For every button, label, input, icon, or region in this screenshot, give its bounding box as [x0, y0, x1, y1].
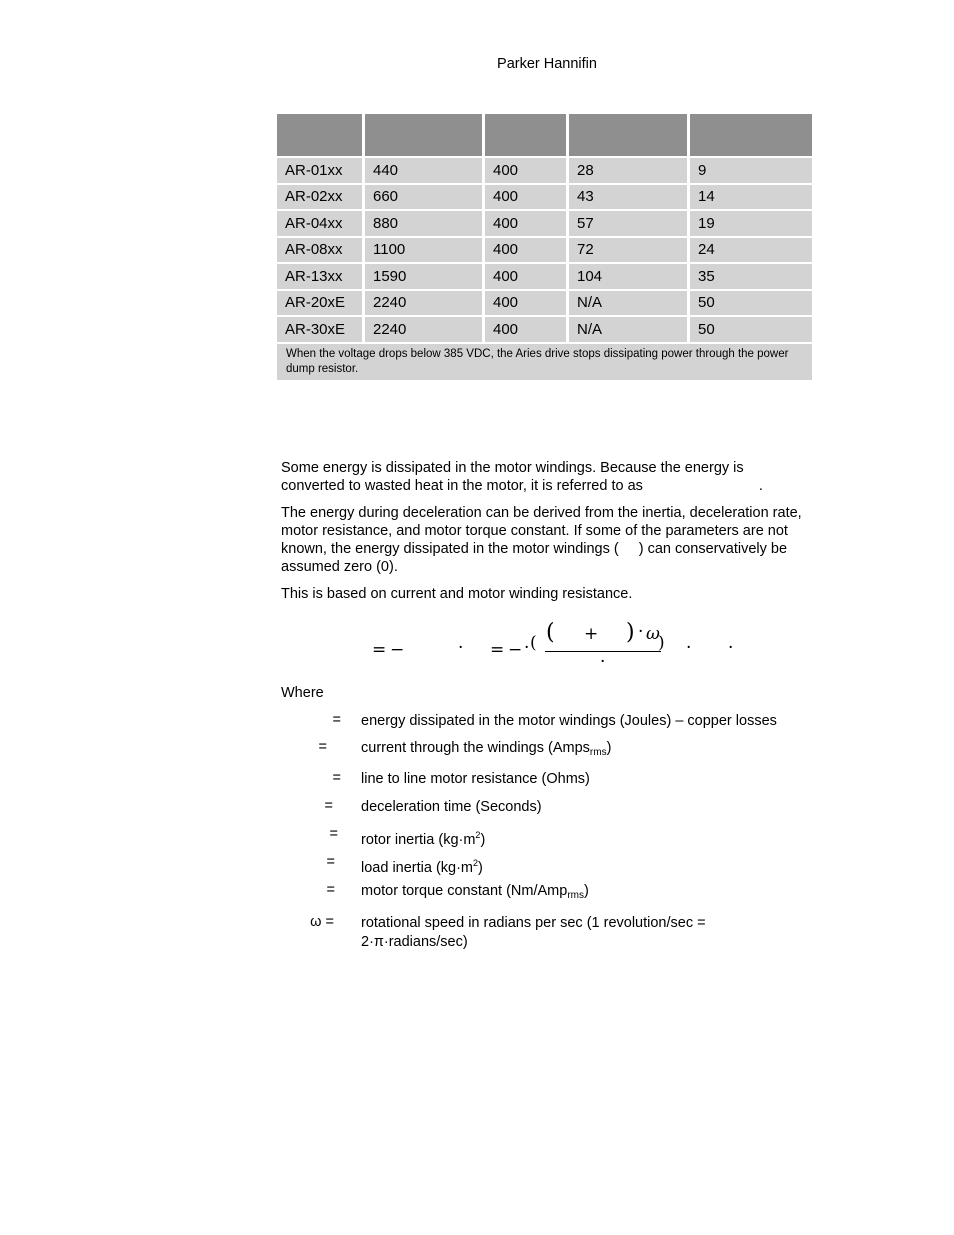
table-row [277, 317, 812, 344]
paragraph-text: converted to wasted heat in the motor, it is referred to as [281, 478, 643, 494]
plus-sign: + [584, 624, 599, 644]
definition-rotor-inertia [281, 826, 821, 846]
where-label: Where [281, 685, 324, 701]
table-cell: 400 [485, 317, 569, 344]
superscript: 2 [473, 858, 479, 868]
table-cell: 400 [485, 158, 569, 185]
table-cell: 660 [365, 185, 485, 212]
page-header [0, 56, 954, 72]
definition-sign: = [324, 798, 333, 814]
table-cell: 35 [690, 264, 812, 291]
table-row [277, 291, 812, 318]
definition-tail: ) [606, 740, 612, 756]
definition-energy [281, 712, 821, 732]
header-title: Parker Hannifin [497, 56, 597, 72]
dot-operator: · [728, 638, 734, 658]
dot-operator: · [638, 622, 644, 642]
table-cell: 2240 [365, 291, 485, 318]
table-cell: 1590 [365, 264, 485, 291]
paragraph-copper-losses [281, 459, 811, 495]
header-cell [365, 114, 485, 158]
table-row [277, 158, 812, 185]
table-header-row [277, 114, 812, 158]
paragraph-line [281, 477, 811, 495]
dot-operator: · [524, 638, 530, 658]
table-cell: 14 [690, 185, 812, 212]
left-paren: ( [546, 620, 555, 645]
paragraph-text: The energy during deceleration can be derived from the inertia, deceleration rate, motor resistance, and motor torque constant. If some of the parameters are not known, the energy dissipated in the motor windings ( [281, 505, 802, 557]
table-note: When the voltage drops below 385 VDC, the Aries drive stops dissipating power through the power dump resistor. [277, 344, 812, 380]
table-cell: 24 [690, 238, 812, 265]
definition-load-inertia [281, 854, 821, 874]
omega-symbol: ω [646, 624, 660, 644]
definition-text: rotational speed in radians per sec (1 revolution/sec = 2·π·radians/sec) [361, 915, 706, 950]
definition-text [361, 826, 811, 850]
header-cell [569, 114, 690, 158]
resistor-spec-table [277, 114, 812, 380]
dot-operator: · [600, 652, 606, 672]
table-cell: 400 [485, 264, 569, 291]
subscript: rms [567, 890, 584, 901]
table-cell: 400 [485, 291, 569, 318]
definition-rotational-speed [281, 914, 821, 954]
definition-tail: ) [478, 860, 483, 876]
definition-body: current through the windings (Amps [361, 740, 590, 756]
definition-sign: = [329, 826, 338, 842]
table-cell: 28 [569, 158, 690, 185]
model-cell: AR-13xx [277, 264, 365, 291]
definition-text: deceleration time (Seconds) [361, 799, 542, 815]
table-row [277, 185, 812, 212]
definition-sign: = [332, 712, 341, 728]
definition-current [281, 739, 821, 759]
table-cell: 400 [485, 211, 569, 238]
table-cell: 400 [485, 238, 569, 265]
definition-text [361, 854, 811, 878]
energy-equation [360, 616, 750, 686]
left-big-paren: ( [530, 633, 537, 653]
definition-sign: = [326, 854, 335, 870]
paragraph-deceleration [281, 504, 811, 576]
table-row [277, 211, 812, 238]
paragraph-basis: This is based on current and motor winding resistance. [281, 586, 633, 602]
equals-sign: = [372, 640, 387, 660]
definition-body: load inertia (kg·m [361, 860, 474, 876]
table-cell: N/A [569, 317, 690, 344]
table-row [277, 238, 812, 265]
equals-sign: = [490, 640, 505, 660]
table-cell: 19 [690, 211, 812, 238]
table-cell: 50 [690, 291, 812, 318]
definition-tail: ) [480, 832, 486, 848]
table-cell: 43 [569, 185, 690, 212]
table-cell: 440 [365, 158, 485, 185]
dot-operator: · [458, 638, 464, 658]
dot-operator: · [686, 638, 692, 658]
definition-sign: = [318, 739, 327, 755]
subscript: rms [589, 747, 607, 758]
header-cell [277, 114, 365, 158]
definition-resistance [281, 770, 821, 790]
definition-decel-time [281, 798, 821, 818]
table-cell: 50 [690, 317, 812, 344]
definition-body: rotor inertia (kg·m [361, 832, 476, 848]
definition-torque-constant [281, 882, 821, 902]
table-row [277, 264, 812, 291]
paragraph-line: Some energy is dissipated in the motor windings. Because the energy is [281, 460, 744, 476]
header-cell [485, 114, 569, 158]
definition-tail: ) [583, 883, 589, 899]
definition-sign: ω = [310, 914, 334, 930]
table-cell: 400 [485, 185, 569, 212]
definition-body: motor torque constant (Nm/Amp [361, 883, 568, 899]
definition-text [361, 739, 811, 762]
model-cell: AR-02xx [277, 185, 365, 212]
paragraph-text: . [758, 478, 763, 494]
model-cell: AR-30xE [277, 317, 365, 344]
table-cell: 72 [569, 238, 690, 265]
definition-text: energy dissipated in the motor windings (Joules) – copper losses [361, 713, 777, 729]
minus-sign: − [390, 640, 405, 660]
right-paren: ) [626, 620, 635, 645]
model-cell: AR-20xE [277, 291, 365, 318]
minus-sign: − [508, 640, 523, 660]
paragraph-text: ) can conservatively be assumed zero (0). [281, 541, 788, 575]
header-cell [690, 114, 812, 158]
table-cell: 2240 [365, 317, 485, 344]
model-cell: AR-01xx [277, 158, 365, 185]
model-cell: AR-08xx [277, 238, 365, 265]
definition-sign: = [332, 770, 341, 786]
table-cell: 880 [365, 211, 485, 238]
superscript: 2 [475, 830, 481, 840]
table-cell: 9 [690, 158, 812, 185]
definition-text [361, 882, 811, 905]
right-big-paren: ) [658, 633, 665, 653]
table-cell: 104 [569, 264, 690, 291]
table-cell: N/A [569, 291, 690, 318]
table-cell: 57 [569, 211, 690, 238]
definition-text: line to line motor resistance (Ohms) [361, 771, 590, 787]
table-cell: 1100 [365, 238, 485, 265]
definition-sign: = [326, 882, 335, 898]
model-cell: AR-04xx [277, 211, 365, 238]
